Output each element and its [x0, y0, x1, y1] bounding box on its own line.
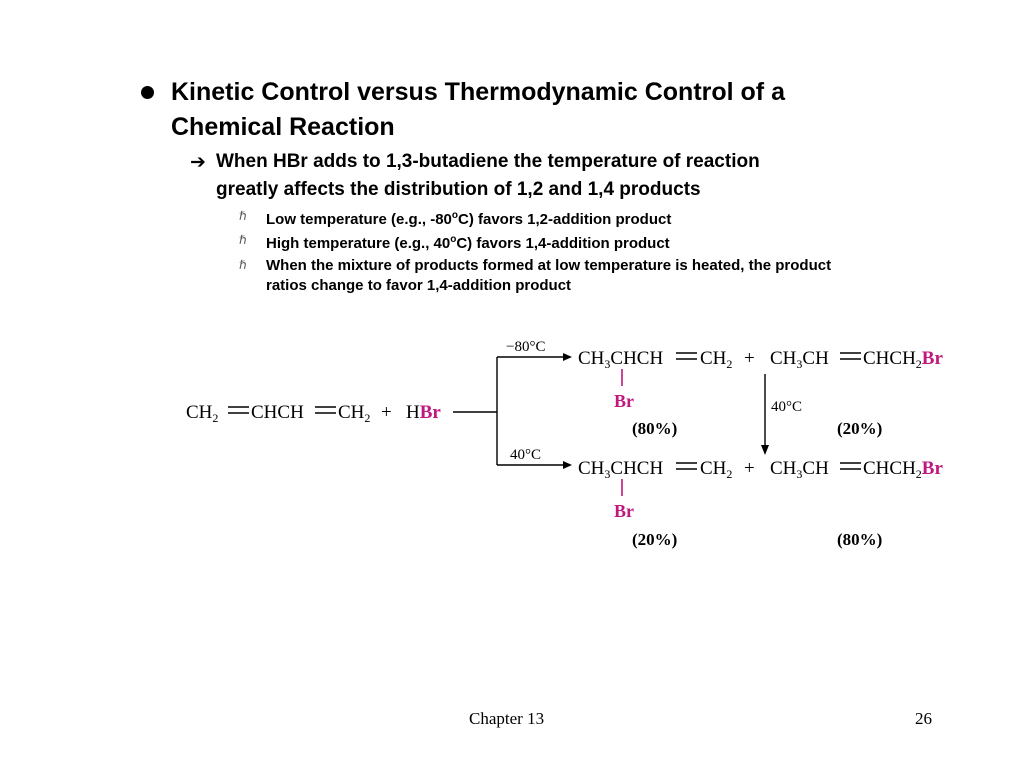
double-bond — [228, 407, 249, 413]
reactant-chch: CHCH — [251, 402, 304, 423]
arrow-bullet-icon: ➔ — [190, 151, 206, 173]
arrow-head-icon — [563, 461, 572, 469]
top-yield-14: (20%) — [837, 419, 883, 438]
svg-text:+: + — [744, 348, 755, 369]
point-high-temp: High temperature (e.g., 40$^o$C) favors 1,4-addition product — [266, 234, 670, 252]
arrow-head-icon — [563, 353, 572, 361]
top-yield-12: (80%) — [632, 419, 678, 438]
reactant-formula: $CH_2$ — [186, 402, 219, 425]
reactant-ch2: $CH_2$ — [338, 402, 371, 425]
svg-text:CH2: $CH_2$ — [700, 458, 733, 481]
sub-bullet-line1: When HBr adds to 1,3-butadiene the temperature of reaction — [216, 151, 760, 172]
sub-bullet-line2: greatly affects the distribution of 1,2 and 1,4 products — [216, 179, 701, 200]
bottom-product-12: $CH_3CHCH$ — [578, 458, 664, 481]
arrow-down-icon — [761, 445, 769, 455]
point-heating-line2: ratios change to favor 1,4-addition product — [266, 277, 572, 294]
top-br-label: Br — [614, 391, 634, 411]
condition-low-temp: −80°C — [506, 339, 546, 355]
top-product-12: $CH_3CHCH$ — [578, 348, 664, 371]
bottom-product-14: $CH_3CH$ — [770, 458, 829, 481]
svg-text:CHCH2Br: $CHCH_2Br$ — [863, 348, 943, 371]
svg-text:CH2: $CH_2$ — [700, 348, 733, 371]
point-low-temp: Low temperature (e.g., -80$^o$C) favors 1,2-addition product — [266, 210, 672, 228]
bottom-yield-12: (20%) — [632, 530, 678, 549]
main-bullet-line2: Chemical Reaction — [171, 113, 395, 141]
condition-high-temp: 40°C — [510, 447, 542, 463]
leaf-bullet-icon: ℏ — [239, 258, 247, 272]
svg-text:CHCH2Br: $CHCH_2Br$ — [863, 458, 943, 481]
point-heating-line1: When the mixture of products formed at low temperature is heated, the product — [266, 257, 832, 274]
leaf-bullet-icon: ℏ — [239, 233, 247, 247]
main-bullet-line1: Kinetic Control versus Thermodynamic Control of a — [171, 78, 785, 106]
bottom-yield-14: (80%) — [837, 530, 883, 549]
svg-text:+: + — [744, 458, 755, 479]
bottom-br-label: Br — [614, 501, 634, 521]
footer-chapter: Chapter 13 — [469, 709, 545, 728]
top-product-14: $CH_3CH$ — [770, 348, 829, 371]
hbr: HBr — [406, 402, 441, 423]
reactant-plus: + — [381, 402, 392, 423]
condition-heat: 40°C — [771, 399, 803, 415]
double-bond — [315, 407, 336, 413]
footer-page-number: 26 — [915, 709, 932, 728]
leaf-bullet-icon: ℏ — [239, 209, 247, 223]
